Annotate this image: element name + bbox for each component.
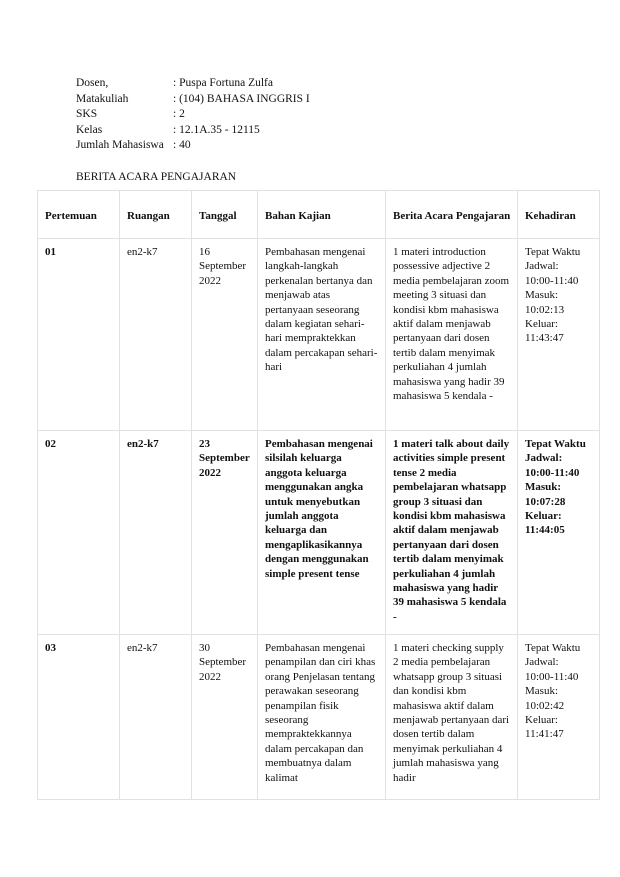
attendance-schedule-label: Jadwal: <box>525 452 563 465</box>
info-value: : Puspa Fortuna Zulfa <box>173 77 273 89</box>
info-row-kelas <box>76 123 310 139</box>
header-ruangan: Ruangan <box>120 191 192 239</box>
header-kehadiran: Kehadiran <box>518 191 600 239</box>
attendance-out: 11:44:05 <box>525 524 565 537</box>
cell-ruangan: en2-k7 <box>120 239 192 431</box>
cell-pertemuan: 01 <box>38 239 120 431</box>
info-label: SKS <box>76 108 98 121</box>
cell-pertemuan: 03 <box>38 635 120 800</box>
info-label: Dosen, <box>76 77 109 89</box>
header-bahan-kajian: Bahan Kajian <box>258 191 386 239</box>
attendance-out-label: Keluar: <box>525 714 558 727</box>
teaching-report-table <box>37 190 600 800</box>
info-row-dosen <box>76 76 310 92</box>
cell-bahan-kajian: Pembahasan mengenai penampilan dan ciri khas orang Penjelasan tentang perawakan seseorang penampilan fisik seseorang mempraktekkannya dalam percakapan dan membuatnya dalam kalimat <box>258 635 386 800</box>
attendance-out-label: Keluar: <box>525 510 562 523</box>
table-row <box>38 239 600 431</box>
cell-tanggal: 30 September 2022 <box>192 635 258 800</box>
cell-bahan-kajian: Pembahasan mengenai langkah-langkah perkenalan bertanya dan menjawab atas pertanyaan seseorang dalam kegiatan sehari-hari mempraktekkan dalam percakapan sehari-hari <box>258 239 386 431</box>
course-info <box>76 76 310 154</box>
cell-tanggal: 16 September 2022 <box>192 239 258 431</box>
info-value: : 2 <box>173 108 185 121</box>
cell-berita-acara: 1 materi introduction possessive adjective 2 media pembelajaran zoom meeting 3 situasi dan kondisi kbm mahasiswa aktif dalam menjawab pertanyaan dari dosen tertib dalam menyimak perkuliahan 4 jumlah mahasiswa yang hadir 39 mahasiswa 5 kendala - <box>386 239 518 431</box>
cell-kehadiran <box>518 431 600 635</box>
cell-ruangan: en2-k7 <box>120 635 192 800</box>
info-value: : (104) BAHASA INGGRIS I <box>173 92 310 105</box>
info-row-jumlah-mahasiswa <box>76 138 310 154</box>
attendance-status: Tepat Waktu <box>525 246 581 258</box>
cell-pertemuan: 02 <box>38 431 120 635</box>
header-tanggal: Tanggal <box>192 191 258 239</box>
attendance-out-label: Keluar: <box>525 318 558 331</box>
attendance-in-label: Masuk: <box>525 481 562 494</box>
cell-ruangan: en2-k7 <box>120 431 192 635</box>
attendance-out: 11:43:47 <box>525 332 564 345</box>
cell-kehadiran <box>518 635 600 800</box>
header-berita-acara: Berita Acara Pengajaran <box>386 191 518 239</box>
table-row <box>38 635 600 800</box>
section-title: BERITA ACARA PENGAJARAN <box>76 171 237 183</box>
attendance-in: 10:02:42 <box>525 699 565 712</box>
attendance-schedule-label: Jadwal: <box>525 260 559 273</box>
attendance-in-label: Masuk: <box>525 289 558 302</box>
table-row <box>38 431 600 635</box>
attendance-out: 11:41:47 <box>525 728 564 741</box>
cell-berita-acara: 1 materi talk about daily activities simple present tense 2 media pembelajaran whatsapp group 3 situasi dan kondisi kbm mahasiswa aktif dalam menjawab pertanyaan dari dosen tertib dalam menyimak perkuliahan 4 jumlah mahasiswa yang hadir 39 mahasiswa 5 kendala - <box>386 431 518 635</box>
info-label: Matakuliah <box>76 92 129 105</box>
info-row-sks <box>76 107 310 123</box>
cell-bahan-kajian: Pembahasan mengenai silsilah keluarga anggota keluarga menggunakan angka untuk menyebutkan jumlah anggota keluarga dan mengaplikasikannya dengan menggunakan simple present tense <box>258 431 386 635</box>
info-row-matakuliah <box>76 92 310 108</box>
attendance-in: 10:02:13 <box>525 303 565 316</box>
attendance-status: Tepat Waktu <box>525 438 586 450</box>
attendance-status: Tepat Waktu <box>525 642 581 654</box>
attendance-schedule: 10:00-11:40 <box>525 466 580 479</box>
info-label: Kelas <box>76 123 103 136</box>
info-label: Jumlah Mahasiswa <box>76 139 164 152</box>
cell-berita-acara: 1 materi checking supply 2 media pembelajaran whatsapp group 3 situasi dan kondisi kbm mahasiswa aktif dalam menjawab pertanyaan dari dosen tertib dalam menyimak perkuliahan 4 jumlah mahasiswa yang hadir <box>386 635 518 800</box>
info-value: : 40 <box>173 139 191 152</box>
header-pertemuan: Pertemuan <box>38 191 120 239</box>
attendance-schedule: 10:00-11:40 <box>525 274 579 287</box>
attendance-schedule-label: Jadwal: <box>525 656 559 669</box>
info-value: : 12.1A.35 - 12115 <box>173 123 260 136</box>
cell-kehadiran <box>518 239 600 431</box>
table-header-row <box>38 191 600 239</box>
attendance-in-label: Masuk: <box>525 685 558 698</box>
cell-tanggal: 23 September 2022 <box>192 431 258 635</box>
attendance-schedule: 10:00-11:40 <box>525 670 579 683</box>
attendance-in: 10:07:28 <box>525 495 566 508</box>
